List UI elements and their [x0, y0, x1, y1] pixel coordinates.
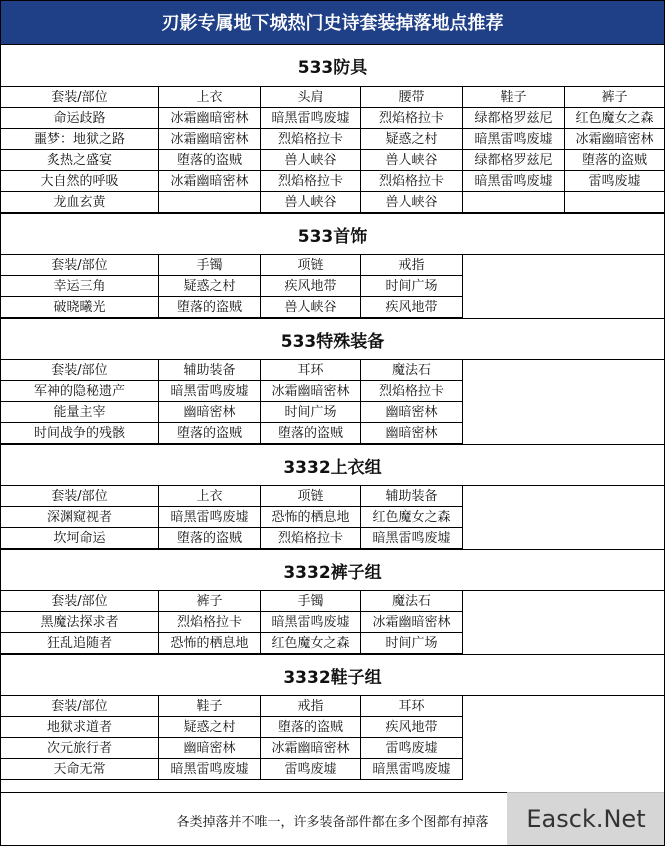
- empty-cell: [565, 528, 665, 549]
- table-header-cell: 项链: [261, 486, 361, 507]
- table-cell: 烈焰格拉卡: [159, 612, 261, 633]
- table-cell: 坎坷命运: [0, 528, 159, 549]
- section-table: [0, 255, 665, 318]
- empty-cell: [565, 360, 665, 381]
- table-cell: 疑惑之村: [361, 129, 463, 150]
- table-cell: 堕落的盗贼: [159, 423, 261, 444]
- table-cell: 冰霜幽暗密林: [261, 381, 361, 402]
- table-header-cell: 戒指: [261, 696, 361, 717]
- empty-cell: [565, 612, 665, 633]
- table-cell: 暗黑雷鸣废墟: [361, 528, 463, 549]
- table-header-cell: 上衣: [159, 486, 261, 507]
- table-cell: 炙热之盛宴: [0, 150, 159, 171]
- section-table: [0, 696, 665, 780]
- table-cell: 兽人峡谷: [361, 150, 463, 171]
- empty-cell: [463, 633, 565, 654]
- table-cell: 时间广场: [361, 276, 463, 297]
- table-cell: 能量主宰: [0, 402, 159, 423]
- empty-cell: [463, 612, 565, 633]
- section-title: 533首饰: [0, 213, 665, 255]
- empty-cell: [463, 486, 565, 507]
- empty-cell: [565, 423, 665, 444]
- section-title: 3332鞋子组: [0, 654, 665, 696]
- table-cell: 烈焰格拉卡: [361, 108, 463, 129]
- table-cell: 幽暗密林: [159, 402, 261, 423]
- table-cell: 烈焰格拉卡: [361, 171, 463, 192]
- section-title: 3332裤子组: [0, 549, 665, 591]
- empty-cell: [565, 402, 665, 423]
- table-cell: [463, 192, 565, 213]
- table-cell: 疑惑之村: [159, 276, 261, 297]
- table-header-cell: 套装/部位: [0, 696, 159, 717]
- table-cell: 冰霜幽暗密林: [159, 171, 261, 192]
- table-cell: 绿都格罗兹尼: [463, 108, 565, 129]
- table-cell: 堕落的盗贼: [565, 150, 665, 171]
- table-cell: 幽暗密林: [159, 738, 261, 759]
- table-cell: 暗黑雷鸣废墟: [159, 381, 261, 402]
- empty-cell: [463, 423, 565, 444]
- empty-cell: [565, 738, 665, 759]
- table-cell: 兽人峡谷: [361, 192, 463, 213]
- table-cell: 疾风地带: [361, 297, 463, 318]
- empty-cell: [565, 633, 665, 654]
- table-header-cell: 魔法石: [361, 360, 463, 381]
- section-table: [0, 360, 665, 444]
- table-cell: 红色魔女之森: [565, 108, 665, 129]
- table-header-cell: 辅助装备: [361, 486, 463, 507]
- table-header-cell: 辅助装备: [159, 360, 261, 381]
- table-cell: 冰霜幽暗密林: [159, 108, 261, 129]
- table-cell: 冰霜幽暗密林: [261, 738, 361, 759]
- empty-cell: [565, 507, 665, 528]
- table-header-cell: 耳环: [261, 360, 361, 381]
- table-cell: 暗黑雷鸣废墟: [361, 759, 463, 780]
- table-cell: 冰霜幽暗密林: [565, 129, 665, 150]
- empty-cell: [463, 402, 565, 423]
- table-header-cell: 戒指: [361, 255, 463, 276]
- empty-cell: [565, 717, 665, 738]
- section-table: [0, 591, 665, 654]
- table-cell: 大自然的呼吸: [0, 171, 159, 192]
- section-table: [0, 87, 665, 213]
- table-cell: 红色魔女之森: [261, 633, 361, 654]
- table-header-cell: 鞋子: [159, 696, 261, 717]
- table-header-cell: 套装/部位: [0, 87, 159, 108]
- table-cell: 疾风地带: [361, 717, 463, 738]
- table-cell: 红色魔女之森: [361, 507, 463, 528]
- table-cell: 暗黑雷鸣废墟: [159, 759, 261, 780]
- table-cell: 地狱求道者: [0, 717, 159, 738]
- table-cell: 恐怖的栖息地: [261, 507, 361, 528]
- table-cell: 疾风地带: [261, 276, 361, 297]
- empty-cell: [463, 381, 565, 402]
- table-cell: 暗黑雷鸣废墟: [261, 108, 361, 129]
- table-cell: 堕落的盗贼: [159, 297, 261, 318]
- empty-cell: [565, 297, 665, 318]
- table-cell: 暗黑雷鸣废墟: [463, 129, 565, 150]
- empty-cell: [565, 381, 665, 402]
- empty-cell: [565, 591, 665, 612]
- empty-cell: [565, 759, 665, 780]
- empty-cell: [463, 255, 565, 276]
- empty-cell: [463, 696, 565, 717]
- table-cell: 堕落的盗贼: [261, 423, 361, 444]
- table-cell: 噩梦：地狱之路: [0, 129, 159, 150]
- table-cell: 军神的隐秘遗产: [0, 381, 159, 402]
- empty-cell: [463, 717, 565, 738]
- table-cell: 绿都格罗兹尼: [463, 150, 565, 171]
- table-header-cell: 套装/部位: [0, 255, 159, 276]
- table-cell: 暗黑雷鸣废墟: [463, 171, 565, 192]
- table-header-cell: 套装/部位: [0, 486, 159, 507]
- empty-cell: [565, 276, 665, 297]
- empty-cell: [565, 255, 665, 276]
- table-header-cell: 头肩: [261, 87, 361, 108]
- table-cell: 雷鸣废墟: [361, 738, 463, 759]
- empty-cell: [463, 759, 565, 780]
- watermark-logo: Easck.Net: [507, 792, 665, 846]
- table-cell: 龙血玄黄: [0, 192, 159, 213]
- table-header-cell: 耳环: [361, 696, 463, 717]
- empty-cell: [463, 360, 565, 381]
- table-header-cell: 套装/部位: [0, 360, 159, 381]
- table-header-cell: 手镯: [261, 591, 361, 612]
- table-cell: 烈焰格拉卡: [361, 381, 463, 402]
- table-cell: 堕落的盗贼: [159, 528, 261, 549]
- table-cell: 黑魔法探求者: [0, 612, 159, 633]
- table-cell: 破晓曦光: [0, 297, 159, 318]
- table-header-cell: 腰带: [361, 87, 463, 108]
- table-cell: 天命无常: [0, 759, 159, 780]
- table-header-cell: 项链: [261, 255, 361, 276]
- table-header-cell: 套装/部位: [0, 591, 159, 612]
- empty-cell: [463, 276, 565, 297]
- page-title: 刃影专属地下城热门史诗套装掉落地点推荐: [0, 0, 665, 45]
- table-cell: 时间战争的残骸: [0, 423, 159, 444]
- empty-cell: [463, 591, 565, 612]
- table-cell: 暗黑雷鸣废墟: [159, 507, 261, 528]
- table-cell: 烈焰格拉卡: [261, 171, 361, 192]
- empty-cell: [463, 507, 565, 528]
- table-cell: [159, 192, 261, 213]
- section-title: 533特殊装备: [0, 318, 665, 360]
- table-cell: 狂乱追随者: [0, 633, 159, 654]
- table-cell: 疑惑之村: [159, 717, 261, 738]
- section-title: 533防具: [0, 45, 665, 87]
- sections-container: [0, 45, 665, 780]
- empty-cell: [565, 486, 665, 507]
- table-cell: 雷鸣废墟: [261, 759, 361, 780]
- table-cell: 深渊窥视者: [0, 507, 159, 528]
- table-header-cell: 上衣: [159, 87, 261, 108]
- table-cell: 兽人峡谷: [261, 297, 361, 318]
- table-cell: 命运歧路: [0, 108, 159, 129]
- table-cell: 堕落的盗贼: [261, 717, 361, 738]
- empty-cell: [565, 696, 665, 717]
- footer-note: 各类掉落并不唯一，许多装备部件都在多个图都有掉落: [0, 792, 665, 847]
- table-header-cell: 手镯: [159, 255, 261, 276]
- empty-cell: [463, 297, 565, 318]
- table-cell: 幽暗密林: [361, 402, 463, 423]
- table-cell: 烈焰格拉卡: [261, 528, 361, 549]
- table-cell: 冰霜幽暗密林: [159, 129, 261, 150]
- table-header-cell: 魔法石: [361, 591, 463, 612]
- table-cell: 烈焰格拉卡: [261, 129, 361, 150]
- section-title: 3332上衣组: [0, 444, 665, 486]
- table-header-cell: 鞋子: [463, 87, 565, 108]
- table-header-cell: 裤子: [565, 87, 665, 108]
- table-cell: 时间广场: [261, 402, 361, 423]
- section-table: [0, 486, 665, 549]
- table-cell: 堕落的盗贼: [159, 150, 261, 171]
- table-cell: 雷鸣废墟: [565, 171, 665, 192]
- table-cell: 幸运三角: [0, 276, 159, 297]
- table-cell: 冰霜幽暗密林: [361, 612, 463, 633]
- table-header-cell: 裤子: [159, 591, 261, 612]
- table-cell: 幽暗密林: [361, 423, 463, 444]
- table-cell: 恐怖的栖息地: [159, 633, 261, 654]
- table-cell: 次元旅行者: [0, 738, 159, 759]
- empty-cell: [463, 528, 565, 549]
- table-cell: 时间广场: [361, 633, 463, 654]
- table-cell: 暗黑雷鸣废墟: [261, 612, 361, 633]
- table-cell: 兽人峡谷: [261, 150, 361, 171]
- empty-cell: [463, 738, 565, 759]
- table-cell: 兽人峡谷: [261, 192, 361, 213]
- table-cell: [565, 192, 665, 213]
